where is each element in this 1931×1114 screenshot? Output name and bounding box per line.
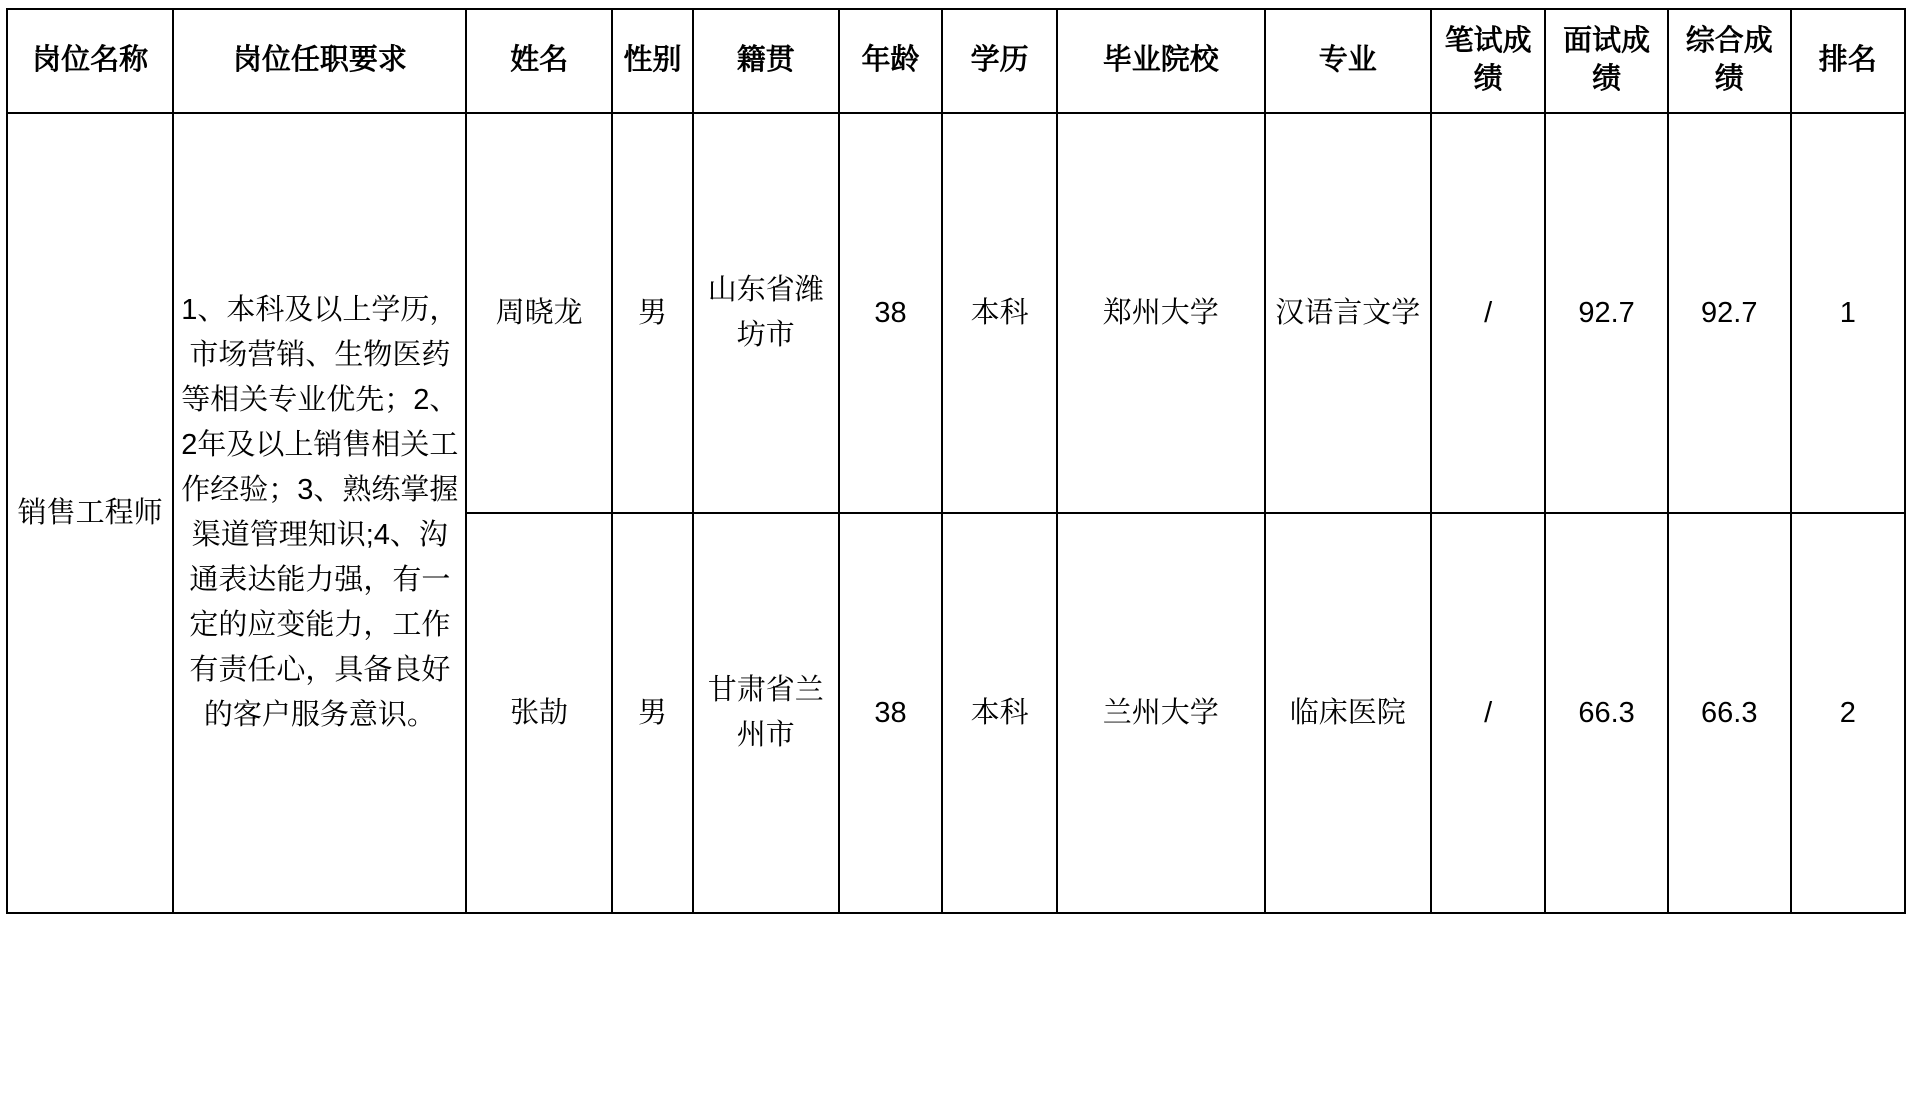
- cell-education: 本科: [942, 113, 1056, 513]
- column-header-name: 姓名: [466, 9, 612, 113]
- cell-rank: 1: [1791, 113, 1905, 513]
- column-header-education: 学历: [942, 9, 1056, 113]
- recruitment-results-table: [6, 8, 1906, 914]
- cell-gender: 男: [612, 113, 693, 513]
- cell-age: 38: [839, 513, 943, 913]
- column-header-origin: 籍贯: [693, 9, 839, 113]
- cell-written-score: /: [1431, 113, 1545, 513]
- cell-total-score: 66.3: [1668, 513, 1791, 913]
- cell-name: 周晓龙: [466, 113, 612, 513]
- cell-school: 兰州大学: [1057, 513, 1265, 913]
- column-header-total-score: 综合成绩: [1668, 9, 1791, 113]
- cell-name: 张劼: [466, 513, 612, 913]
- cell-gender: 男: [612, 513, 693, 913]
- cell-major: 汉语言文学: [1265, 113, 1431, 513]
- cell-school: 郑州大学: [1057, 113, 1265, 513]
- column-header-gender: 性别: [612, 9, 693, 113]
- cell-origin: 甘肃省兰州市: [693, 513, 839, 913]
- cell-rank: 2: [1791, 513, 1905, 913]
- cell-origin: 山东省潍坊市: [693, 113, 839, 513]
- column-header-written-score: 笔试成绩: [1431, 9, 1545, 113]
- table-row: [7, 113, 1905, 513]
- column-header-school: 毕业院校: [1057, 9, 1265, 113]
- cell-requirements: 1、本科及以上学历，市场营销、生物医药等相关专业优先；2、2年及以上销售相关工作经验；3、熟练掌握渠道管理知识;4、沟通表达能力强，有一定的应变能力，工作有责任心，具备良好的客户服务意识。: [173, 113, 466, 913]
- column-header-requirements: 岗位任职要求: [173, 9, 466, 113]
- column-header-post-name: 岗位名称: [7, 9, 173, 113]
- column-header-interview-score: 面试成绩: [1545, 9, 1668, 113]
- column-header-major: 专业: [1265, 9, 1431, 113]
- cell-education: 本科: [942, 513, 1056, 913]
- column-header-age: 年龄: [839, 9, 943, 113]
- cell-total-score: 92.7: [1668, 113, 1791, 513]
- cell-major: 临床医院: [1265, 513, 1431, 913]
- cell-written-score: /: [1431, 513, 1545, 913]
- cell-post-name: 销售工程师: [7, 113, 173, 913]
- cell-age: 38: [839, 113, 943, 513]
- cell-interview-score: 66.3: [1545, 513, 1668, 913]
- column-header-rank: 排名: [1791, 9, 1905, 113]
- table-header-row: [7, 9, 1905, 113]
- cell-interview-score: 92.7: [1545, 113, 1668, 513]
